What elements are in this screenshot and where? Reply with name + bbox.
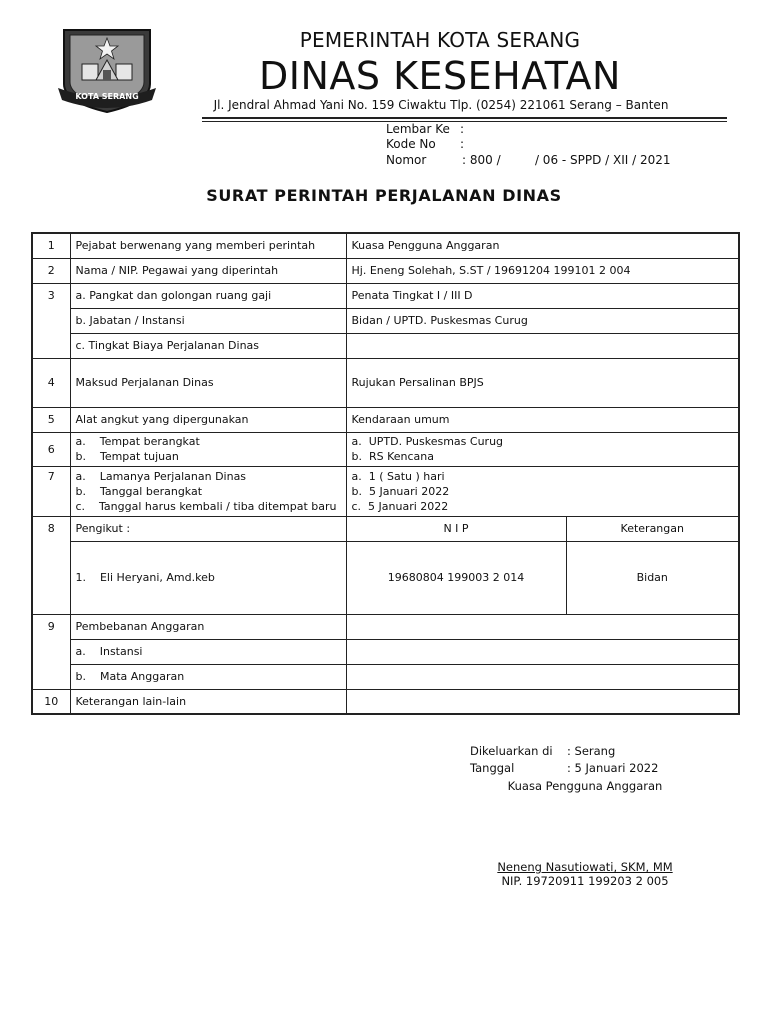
row-number: 2 bbox=[32, 258, 70, 283]
government-name: PEMERINTAH KOTA SERANG bbox=[299, 28, 581, 52]
row-label bbox=[70, 432, 346, 466]
row-label: Maksud Perjalanan Dinas bbox=[70, 358, 346, 407]
row-value bbox=[346, 689, 739, 714]
row-label: a. Pangkat dan golongan ruang gaji bbox=[70, 283, 346, 308]
row-value bbox=[346, 333, 739, 358]
row-number: 1 bbox=[32, 233, 70, 258]
header-rule-thick bbox=[202, 117, 727, 119]
kode-colon: : bbox=[460, 137, 465, 151]
list-item: a. UPTD. Puskesmas Curug bbox=[351, 435, 504, 448]
row-label: Keterangan lain-lain bbox=[70, 689, 346, 714]
table-row bbox=[32, 614, 739, 639]
nomor-label: Nomor bbox=[386, 153, 427, 167]
table-row bbox=[32, 466, 739, 516]
row-number-empty bbox=[32, 308, 70, 333]
row-label: Alat angkut yang dipergunakan bbox=[70, 407, 346, 432]
row-number: 7 bbox=[32, 466, 70, 516]
document-title: SURAT PERINTAH PERJALANAN DINAS bbox=[206, 186, 562, 205]
row-label: Pengikut : bbox=[70, 516, 346, 541]
lembar-label: Lembar Ke bbox=[386, 122, 450, 136]
table-row bbox=[32, 432, 739, 466]
row-value bbox=[346, 614, 739, 639]
signatory-title: Kuasa Pengguna Anggaran bbox=[507, 779, 663, 793]
date-value: : 5 Januari 2022 bbox=[567, 761, 659, 775]
list-item: b. 5 Januari 2022 bbox=[351, 484, 450, 498]
table-row bbox=[32, 308, 739, 333]
logo-text: KOTA SERANG bbox=[75, 92, 139, 101]
row-value bbox=[346, 466, 739, 516]
table-row bbox=[32, 516, 739, 541]
row-label: b. Jabatan / Instansi bbox=[70, 308, 346, 333]
row-value: Rujukan Persalinan BPJS bbox=[346, 358, 739, 407]
row-value bbox=[346, 639, 739, 664]
row-number: 8 bbox=[32, 516, 70, 541]
issued-at-label: Dikeluarkan di bbox=[470, 744, 553, 758]
row-number: 10 bbox=[32, 689, 70, 714]
row-value: Kuasa Pengguna Anggaran bbox=[346, 233, 739, 258]
table-row bbox=[32, 283, 739, 308]
signatory-name: Neneng Nasutiowati, SKM, MM bbox=[497, 860, 673, 874]
keterangan-header: Keterangan bbox=[566, 516, 739, 541]
row-number-empty bbox=[32, 664, 70, 689]
list-item: b. RS Kencana bbox=[351, 450, 434, 463]
nomor-value: : 800 / / 06 - SPPD / XII / 2021 bbox=[462, 153, 671, 167]
row-value bbox=[346, 664, 739, 689]
table-row bbox=[32, 407, 739, 432]
kode-label: Kode No bbox=[386, 137, 436, 151]
row-label: a. Instansi bbox=[70, 639, 346, 664]
table-row bbox=[32, 233, 739, 258]
lembar-colon: : bbox=[460, 122, 465, 136]
list-item: b. Tanggal berangkat bbox=[75, 484, 203, 498]
row-value: Bidan / UPTD. Puskesmas Curug bbox=[346, 308, 739, 333]
signatory-nip: NIP. 19720911 199203 2 005 bbox=[501, 874, 669, 888]
row-label: c. Tingkat Biaya Perjalanan Dinas bbox=[70, 333, 346, 358]
agency-address: Jl. Jendral Ahmad Yani No. 159 Ciwaktu Tlp. (0254) 221061 Serang – Banten bbox=[213, 98, 669, 112]
list-item: a. Lamanya Perjalanan Dinas bbox=[75, 469, 247, 483]
row-label: Pembebanan Anggaran bbox=[70, 614, 346, 639]
row-label: Nama / NIP. Pegawai yang diperintah bbox=[70, 258, 346, 283]
member-nip: 19680804 199003 2 014 bbox=[346, 541, 566, 614]
table-row bbox=[32, 639, 739, 664]
issued-at-value: : Serang bbox=[567, 744, 616, 758]
table-row bbox=[32, 664, 739, 689]
table-row bbox=[32, 358, 739, 407]
member-name: 1. Eli Heryani, Amd.keb bbox=[70, 541, 346, 614]
table-row bbox=[32, 689, 739, 714]
list-item: c. 5 Januari 2022 bbox=[351, 499, 449, 513]
row-number: 5 bbox=[32, 407, 70, 432]
list-item: a. 1 ( Satu ) hari bbox=[351, 469, 445, 483]
row-number: 4 bbox=[32, 358, 70, 407]
sppd-table bbox=[31, 232, 740, 715]
header-rule-thin bbox=[202, 121, 727, 122]
row-number-empty bbox=[32, 541, 70, 614]
nip-header: N I P bbox=[346, 516, 566, 541]
row-value: Hj. Eneng Solehah, S.ST / 19691204 199101 2 004 bbox=[346, 258, 739, 283]
list-item: a. Tempat berangkat bbox=[75, 435, 200, 448]
list-item: c. Tanggal harus kembali / tiba ditempat baru bbox=[75, 499, 337, 513]
table-row bbox=[32, 333, 739, 358]
row-number: 6 bbox=[32, 432, 70, 466]
list-item: b. Tempat tujuan bbox=[75, 450, 179, 463]
row-label bbox=[70, 466, 346, 516]
table-row bbox=[32, 541, 739, 614]
row-label: b. Mata Anggaran bbox=[70, 664, 346, 689]
table-row bbox=[32, 258, 739, 283]
kota-serang-logo bbox=[56, 26, 158, 114]
row-value: Penata Tingkat I / III D bbox=[346, 283, 739, 308]
agency-name: DINAS KESEHATAN bbox=[259, 54, 621, 98]
row-value bbox=[346, 432, 739, 466]
member-keterangan: Bidan bbox=[566, 541, 739, 614]
date-label: Tanggal bbox=[470, 761, 515, 775]
row-value: Kendaraan umum bbox=[346, 407, 739, 432]
row-number: 3 bbox=[32, 283, 70, 308]
row-number: 9 bbox=[32, 614, 70, 639]
row-label: Pejabat berwenang yang memberi perintah bbox=[70, 233, 346, 258]
row-number-empty bbox=[32, 639, 70, 664]
row-number-empty bbox=[32, 333, 70, 358]
